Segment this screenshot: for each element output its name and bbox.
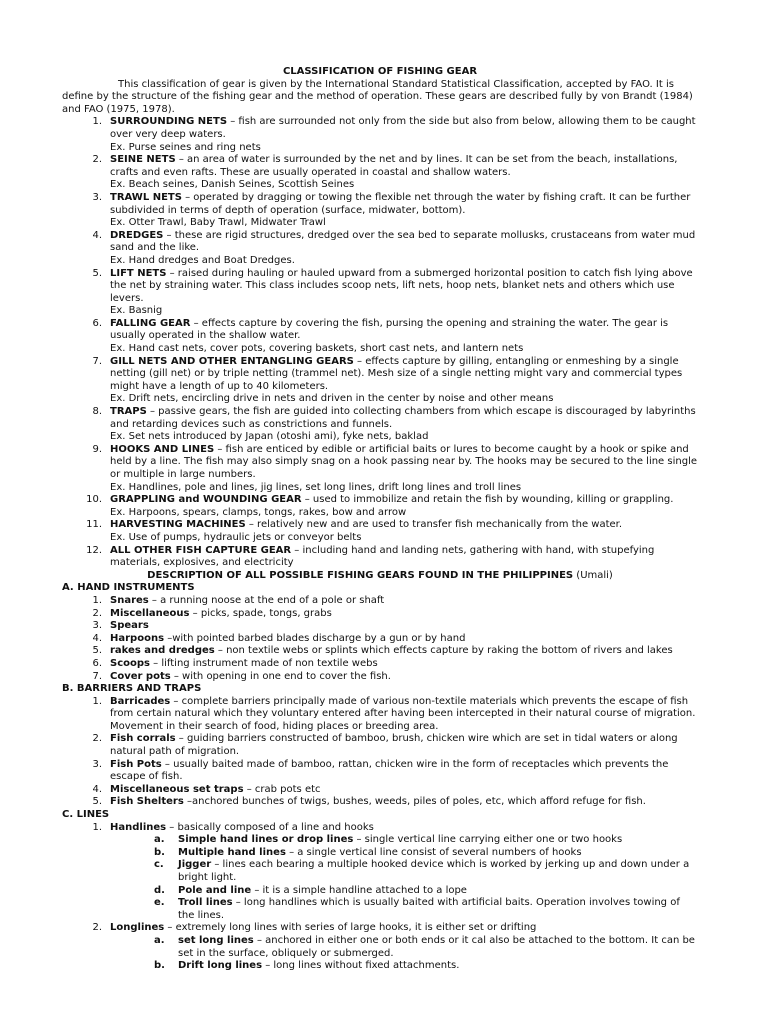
item-term: Fish Shelters [110,796,184,808]
gear-examples: Ex. Purse seines and ring nets [110,141,261,153]
section-c-heading: C. LINES [62,809,110,821]
gear-examples: Ex. Handlines, pole and lines, jig lines, set long lines, drift long lines and troll lines [110,481,522,493]
description-heading-text: DESCRIPTION OF ALL POSSIBLE FISHING GEARS FOUND IN THE PHILIPPINES [147,569,574,581]
classification-item [62,154,698,192]
section-a-heading: A. HAND INSTRUMENTS [62,582,195,594]
item-term: Multiple hand lines [178,846,286,858]
gear-description: – these are rigid structures, dredged over the sea bed to separate mollusks, crustaceans from water mud sand and the like. [110,229,696,254]
item-term: set long lines [178,934,254,946]
item-term: Miscellaneous set traps [110,783,244,795]
item-number: 12. [86,544,102,556]
item-term: Handlines [110,821,167,833]
item-description: – long handlines which is usually baited with artificial baits. Operation involves towing of the lines. [178,897,680,921]
classification-item [62,318,698,356]
gear-examples: Ex. Harpoons, spears, clamps, tongs, rakes, bow and arrow [110,506,407,518]
list-item [62,733,698,758]
item-letter: b. [154,846,165,858]
item-letter: c. [154,859,164,871]
gear-examples: Ex. Drift nets, encircling drive in nets and driven in the center by noise and other means [110,393,554,405]
list-item [62,620,698,633]
item-term: Fish corrals [110,733,176,745]
item-number: 2. [92,733,102,745]
classification-item [62,494,698,519]
sub-list-item [110,847,698,860]
description-source: (Umali) [573,569,613,581]
list-item [62,759,698,784]
item-number: 2. [92,922,102,934]
item-description: – a single vertical line consist of several numbers of hooks [285,846,582,858]
sub-list-item [110,935,698,960]
gear-name: DREDGES [110,229,164,241]
sub-list-item [110,960,698,973]
gear-description: – including hand and landing nets, gathering with hand, with stupefying materials, explosives, and electricity [110,544,655,569]
item-number: 7. [92,670,102,682]
gear-name: TRAWL NETS [110,191,182,203]
gear-name: LIFT NETS [110,267,167,279]
item-description: – picks, spade, tongs, grabs [189,607,332,619]
item-letter: a. [154,934,165,946]
item-description: – basically composed of a line and hooks [166,821,374,833]
gear-name: ALL OTHER FISH CAPTURE GEAR [110,544,292,556]
item-number: 4. [92,632,102,644]
item-description: – single vertical line carrying either one or two hooks [353,834,623,846]
list-item [62,796,698,809]
item-number: 4. [92,229,102,241]
item-description: – crab pots etc [243,783,321,795]
item-number: 7. [92,355,102,367]
item-number: 3. [92,620,102,632]
item-number: 2. [92,154,102,166]
section-a-list [62,595,698,683]
item-number: 6. [92,317,102,329]
item-number: 3. [92,758,102,770]
gear-name: GRAPPLING and WOUNDING GEAR [110,494,302,506]
item-number: 1. [92,116,102,128]
list-item [62,645,698,658]
gear-description: – operated by dragging or towing the flexible net through the water by fishing craft. It can be further subdivided in terms of depth of operation (surface, midwater, bottom). [110,191,691,216]
list-item [62,671,698,684]
item-term: Fish Pots [110,758,162,770]
item-description: – long lines without fixed attachments. [262,960,460,972]
item-description: – non textile webs or splints which effects capture by raking the bottom of rivers and lakes [214,645,673,657]
item-term: Jigger [178,859,212,871]
list-item [62,595,698,608]
list-item [62,658,698,671]
list-item [62,784,698,797]
list-item [62,633,698,646]
item-term: Cover pots [110,670,171,682]
item-number: 5. [92,267,102,279]
item-term: Harpoons [110,632,165,644]
item-term: Drift long lines [178,960,263,972]
gear-description: – relatively new and are used to transfer fish mechanically from the water. [245,519,623,531]
item-letter: a. [154,834,165,846]
list-item-longlines [62,922,698,972]
classification-item [62,444,698,494]
gear-examples: Ex. Hand cast nets, cover pots, covering baskets, short cast nets, and lantern nets [110,343,524,355]
item-number: 1. [92,695,102,707]
item-number: 5. [92,645,102,657]
item-number: 10. [86,494,102,506]
item-term: Troll lines [178,897,233,909]
item-term: rakes and dredges [110,645,215,657]
item-number: 3. [92,191,102,203]
item-term: Miscellaneous [110,607,190,619]
item-letter: b. [154,960,165,972]
gear-description: – raised during hauling or hauled upward from a submerged horizontal position to catch fish lying above the net by straining water. This class includes scoop nets, lift nets, hoop nets, blanket nets and others which use levers. [110,267,693,304]
item-number: 4. [92,783,102,795]
sub-list-item [110,834,698,847]
gear-description: – passive gears, the fish are guided into collecting chambers from which escape is discouraged by labyrinths and retarding devices such as constrictions and funnels. [110,406,696,430]
document-title: CLASSIFICATION OF FISHING GEAR [282,66,478,77]
item-term: Simple hand lines or drop lines [178,834,354,846]
gear-name: TRAPS [110,406,147,418]
gear-examples: Ex. Otter Trawl, Baby Trawl, Midwater Trawl [110,217,326,229]
item-description: – guiding barriers constructed of bamboo, brush, chicken wire which are set in tidal waters or along natural path of migration. [110,733,678,758]
item-description: – lifting instrument made of non textile webs [149,657,378,669]
intro-paragraph: This classification of gear is given by the International Standard Statistical Classification, accepted by FAO. It is define by the structure of the fishing gear and the method of operation. These gears are described fully by von Brandt (1984) and FAO (1975, 1978). [62,78,693,115]
item-term: Snares [110,594,149,606]
classification-item [62,356,698,406]
gear-description: – an area of water is surrounded by the net and by lines. It can be set from the beach, installations, crafts and even rafts. These are usually operated in coastal and shallow waters. [110,154,678,178]
item-description: –anchored bunches of twigs, bushes, weeds, piles of poles, etc, which afford refuge for fish. [183,796,646,808]
gear-description: – effects capture by covering the fish, pursing the opening and straining the water. The gear is usually operated in the shallow water. [110,317,669,342]
classification-item [62,545,698,570]
item-description: – it is a simple handline attached to a lope [251,884,467,896]
sub-list-item [110,885,698,898]
list-item-handlines [62,822,698,923]
classification-item [62,268,698,318]
item-term: Scoops [110,657,150,669]
description-heading [62,570,698,583]
gear-description: – fish are surrounded not only from the side but also from below, allowing them to be caught over very deep waters. [110,116,696,140]
item-number: 2. [92,607,102,619]
section-b-list [62,696,698,809]
gear-name: GILL NETS AND OTHER ENTANGLING GEARS [110,355,354,367]
gear-name: SEINE NETS [110,154,176,166]
item-number: 6. [92,657,102,669]
sub-list-item [110,859,698,884]
gear-examples: Ex. Basnig [110,305,163,317]
sub-list-item [110,897,698,922]
item-description: – with opening in one end to cover the fish. [170,670,391,682]
gear-name: HOOKS AND LINES [110,443,215,455]
item-description: –with pointed barbed blades discharge by a gun or by hand [164,632,466,644]
item-term: Barricades [110,695,171,707]
item-term: Longlines [110,922,165,934]
item-description: – a running noose at the end of a pole or shaft [148,594,385,606]
classification-item [62,519,698,544]
handline-types-list [110,834,698,922]
item-letter: e. [154,897,165,909]
item-number: 1. [92,594,102,606]
item-number: 11. [86,519,102,531]
item-term: Spears [110,620,149,632]
gear-description: – effects capture by gilling, entangling or enmeshing by a single netting (gill net) or by triple netting (trammel net). Mesh size of a single netting might vary and commercial types might have a length of up to 40 kilometers. [110,355,683,392]
section-b-heading: B. BARRIERS AND TRAPS [62,683,202,695]
gear-examples: Ex. Set nets introduced by Japan (otoshi ami), fyke nets, baklad [110,431,429,443]
gear-examples: Ex. Hand dredges and Boat Dredges. [110,254,295,266]
item-description: – usually baited made of bamboo, rattan, chicken wire in the form of receptacles which prevents the escape of fish. [110,758,669,783]
item-number: 8. [92,406,102,418]
gear-description: – fish are enticed by edible or artificial baits or lures to become caught by a hook or spike and held by a line. The fish may also simply snag on a hook passing near by. The hooks may be secured to the line single or multiple in large numbers. [110,443,697,480]
item-letter: d. [154,884,165,896]
item-number: 1. [92,821,102,833]
longline-types-list [110,935,698,973]
item-term: Pole and line [178,884,252,896]
classification-item [62,192,698,230]
item-description: – complete barriers principally made of various non-textile materials which prevents the escape of fish from certain natural which they voluntary entered after having been intercepted in their natural course of migration. Movement in their search of food, hiding places or breeding area. [110,695,696,732]
classification-item [62,406,698,444]
gear-description: – used to immobilize and retain the fish by wounding, killing or grappling. [301,494,674,506]
gear-name: FALLING GEAR [110,317,191,329]
item-number: 9. [92,443,102,455]
gear-name: SURROUNDING NETS [110,116,228,128]
gear-examples: Ex. Use of pumps, hydraulic jets or conveyor belts [110,531,362,543]
gear-classification-list [62,116,698,569]
item-description: – lines each bearing a multiple hooked device which is worked by jerking up and down under a bright light. [178,859,690,883]
section-c-list [62,822,698,973]
list-item [62,696,698,734]
classification-item [62,116,698,154]
list-item [62,608,698,621]
classification-item [62,230,698,268]
gear-name: HARVESTING MACHINES [110,519,246,531]
item-number: 5. [92,796,102,808]
item-description: – anchored in either one or both ends or it cal also be attached to the bottom. It can be set in the surface, obliquely or submerged. [178,934,695,959]
item-description: – extremely long lines with series of large hooks, it is either set or drifting [164,922,537,934]
gear-examples: Ex. Beach seines, Danish Seines, Scottish Seines [110,179,355,191]
